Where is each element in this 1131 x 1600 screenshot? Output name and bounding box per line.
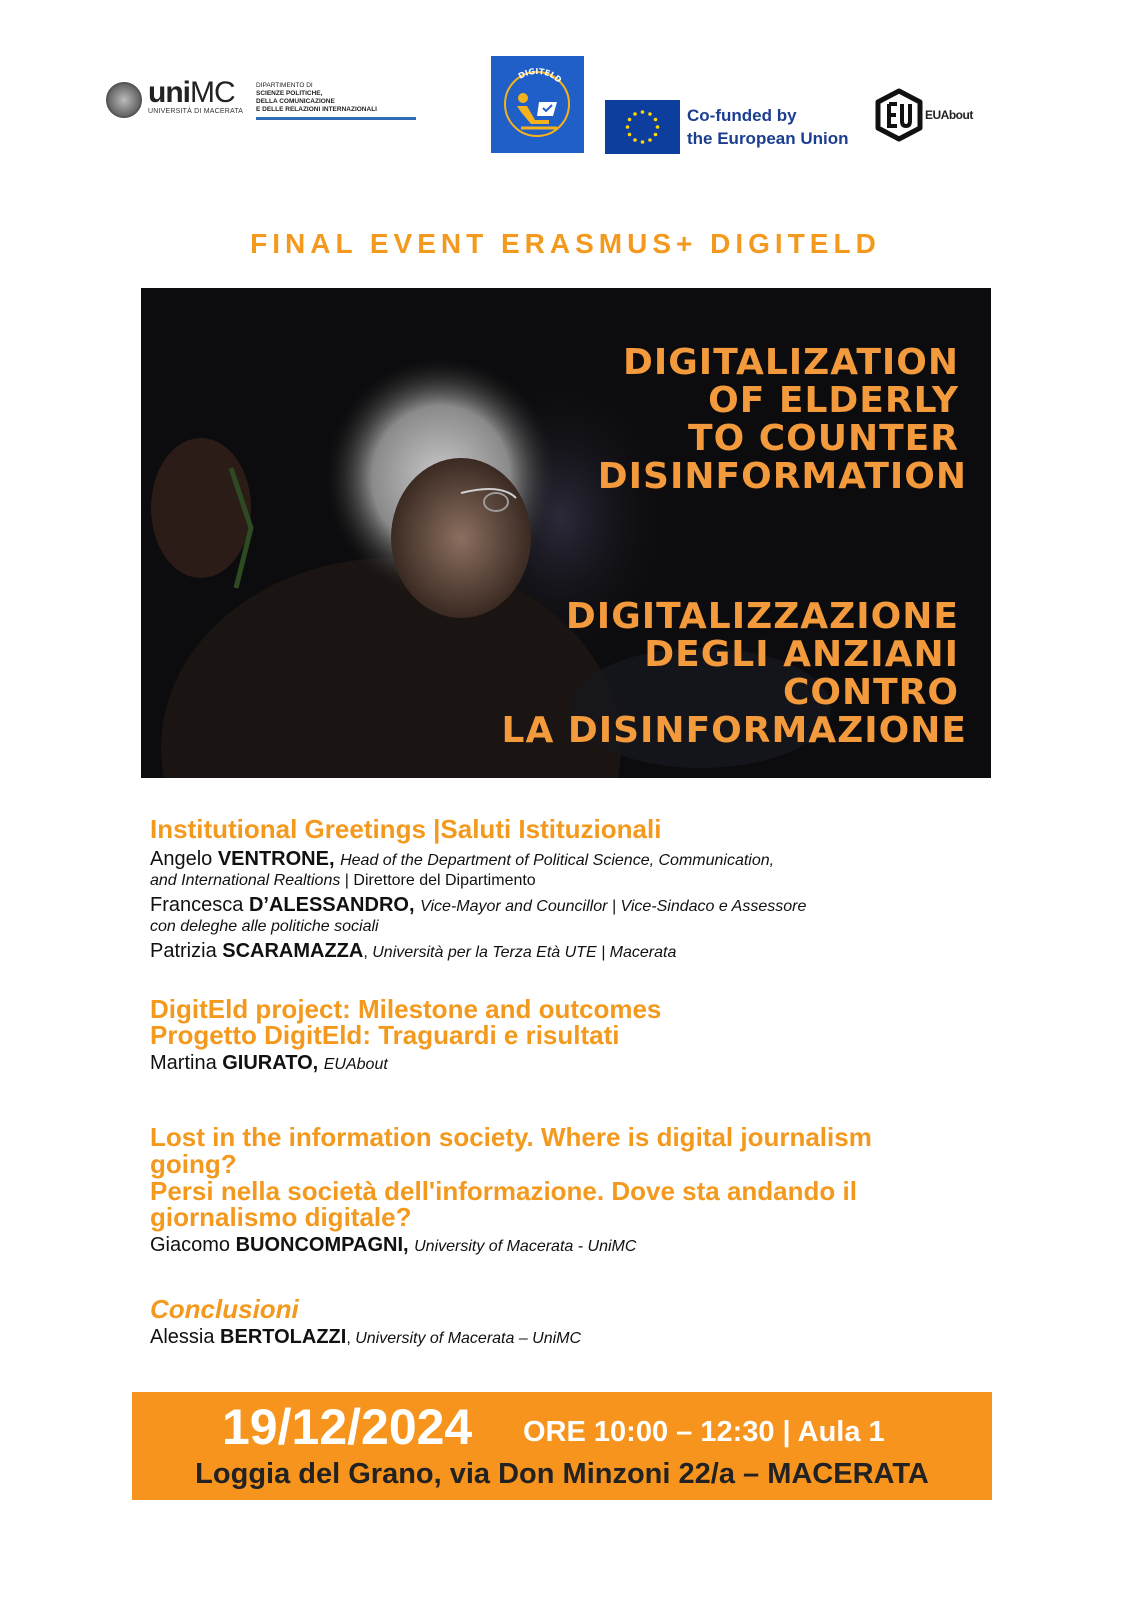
speaker-giurato: Martina GIURATO, EUAbout xyxy=(150,1052,388,1074)
event-location: Loggia del Grano, via Don Minzoni 22/a – MACERATA xyxy=(195,1458,929,1490)
banner-it-line-1: DIGITALIZZAZIONE xyxy=(565,596,959,637)
eu-cofunded-text: Co-funded by the European Union xyxy=(687,106,849,148)
event-banner xyxy=(141,288,991,778)
euabout-mark-icon xyxy=(873,88,925,142)
banner-it-line-3: CONTRO xyxy=(782,672,959,713)
euabout-wordmark: EUAbout xyxy=(925,108,973,122)
milestone-heading-en: DigitEld project: Milestone and outcomes xyxy=(150,994,662,1024)
svg-text:DIGITELD xyxy=(517,67,564,85)
banner-en-line-4: DISINFORMATION xyxy=(597,456,967,497)
lost-heading-en-2: going? xyxy=(150,1149,237,1179)
greetings-heading: Institutional Greetings |Saluti Istituzionali xyxy=(150,814,662,844)
speaker-buoncompagni: Giacomo BUONCOMPAGNI, University of Macerata - UniMC xyxy=(150,1234,637,1256)
milestone-heading-it: Progetto DigitEld: Traguardi e risultati xyxy=(150,1020,620,1050)
unimc-wordmark: uniMC xyxy=(148,76,235,109)
eu-flag-icon xyxy=(605,100,680,154)
digiteld-label: DIGITELD xyxy=(516,66,564,85)
university-seal-icon xyxy=(106,82,142,118)
banner-en-line-2: OF ELDERLY xyxy=(708,380,959,421)
unimc-logo xyxy=(106,76,416,132)
unimc-subtitle: UNIVERSITÀ DI MACERATA xyxy=(148,108,244,115)
banner-it-line-2: DEGLI ANZIANI xyxy=(644,634,959,675)
speaker-dalessandro-role: con deleghe alle politiche sociali xyxy=(150,918,379,935)
lost-heading-it-1: Persi nella società dell'informazione. Dove sta andando il xyxy=(150,1176,857,1206)
event-title: FINAL EVENT ERASMUS+ DIGITELD xyxy=(250,228,881,259)
speaker-dalessandro: Francesca D’ALESSANDRO, Vice-Mayor and Councillor | Vice-Sindaco e Assessore xyxy=(150,894,807,916)
banner-it-line-4: LA DISINFORMAZIONE xyxy=(501,710,967,751)
digiteld-logo xyxy=(491,56,584,153)
speaker-bertolazzi: Alessia BERTOLAZZI, University of Macerata – UniMC xyxy=(150,1326,582,1348)
euabout-logo xyxy=(873,88,983,144)
lost-heading-en-1: Lost in the information society. Where is digital journalism xyxy=(150,1122,872,1152)
event-time-room: ORE 10:00 – 12:30 | Aula 1 xyxy=(523,1416,885,1448)
banner-en-line-3: TO COUNTER xyxy=(688,418,959,459)
department-name: DIPARTIMENTO DI SCIENZE POLITICHE, DELLA COMUNICAZIONE E DELLE RELAZIONI INTERNAZIONALI xyxy=(256,82,416,120)
speaker-ventrone: Angelo VENTRONE, Head of the Department of Political Science, Communication, xyxy=(150,848,775,870)
date-location-box xyxy=(132,1392,992,1500)
conclusions-heading: Conclusioni xyxy=(150,1294,299,1324)
banner-en-line-1: DIGITALIZATION xyxy=(622,342,959,383)
eu-cofunded-logo xyxy=(605,100,855,154)
elderly-laptop-icon xyxy=(491,56,584,153)
speaker-scaramazza: Patrizia SCARAMAZZA, Università per la Terza Età UTE | Macerata xyxy=(150,940,677,962)
event-date: 19/12/2024 xyxy=(222,1399,473,1455)
lost-heading-it-2: giornalismo digitale? xyxy=(150,1202,412,1232)
speaker-ventrone-role: and International Realtions | Direttore del Dipartimento xyxy=(150,872,536,889)
